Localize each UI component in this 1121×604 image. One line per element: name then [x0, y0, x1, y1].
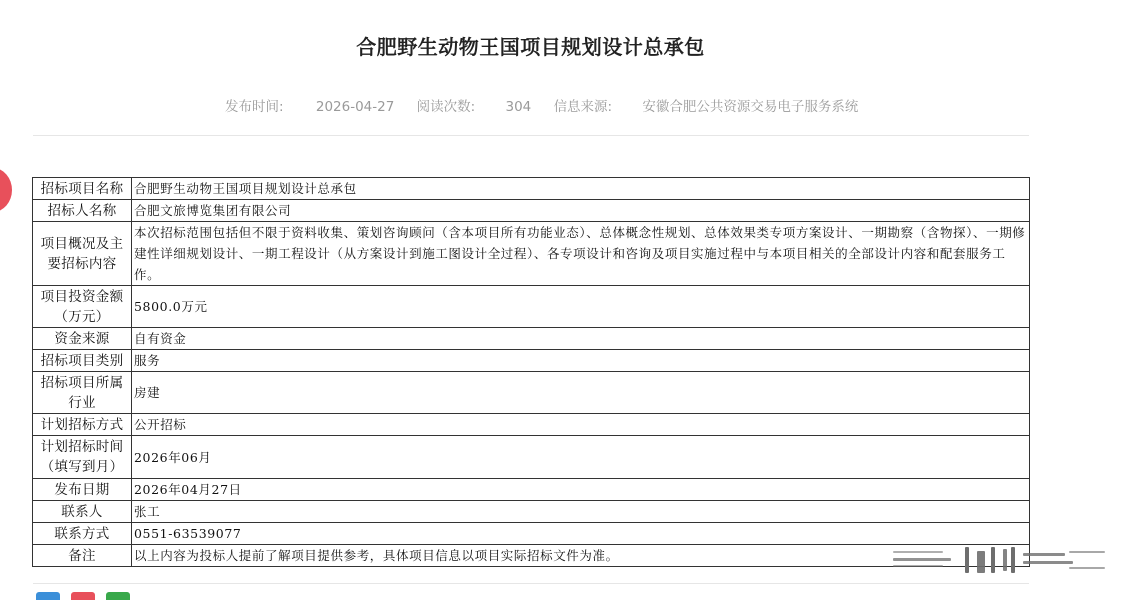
table-row: [33, 479, 1030, 501]
share-bar: [36, 585, 141, 593]
row-value-overview: 本次招标范围包括但不限于资料收集、策划咨询顾问（含本项目所有功能业态）、总体概念性规划、总体效果类专项方案设计、一期勘察（含物探）、一期修建性详细规划设计、一期工程设计（从方案设计到施工图设计全过程）、各专项设计和咨询及项目实施过程中与本项目相关的全部设计内容和配套服务工作。: [132, 222, 1030, 286]
share-red-icon[interactable]: [71, 592, 95, 600]
row-value-project-name: 合肥野生动物王国项目规划设计总承包: [132, 178, 1030, 200]
row-label-overview: 项目概况及主要招标内容: [33, 222, 132, 286]
table-row: [33, 178, 1030, 200]
footer-divider: [33, 583, 1029, 584]
row-value-category: 服务: [132, 350, 1030, 372]
row-value-tenderer: 合肥文旅博览集团有限公司: [132, 200, 1030, 222]
table-row: [33, 222, 1030, 286]
row-label-contact-person: 联系人: [33, 501, 132, 523]
row-label-method: 计划招标方式: [33, 414, 132, 436]
row-value-publish-date: 2026年04月27日: [132, 479, 1030, 501]
page-title: 合肥野生动物王国项目规划设计总承包: [356, 35, 705, 59]
row-value-remark: 以上内容为投标人提前了解项目提供参考，具体项目信息以项目实际招标文件为准。: [132, 545, 1030, 567]
row-label-planned-time: 计划招标时间（填写到月）: [33, 436, 132, 479]
read-count-label: 阅读次数:: [416, 99, 476, 115]
table-row: [33, 545, 1030, 567]
floating-badge[interactable]: [0, 168, 12, 212]
publish-time-value: 2026-04-27: [315, 99, 395, 115]
table-row: [33, 501, 1030, 523]
publish-time-label: 发布时间:: [225, 99, 284, 115]
row-value-fund-source: 自有资金: [132, 328, 1030, 350]
article-meta: [225, 95, 858, 115]
row-label-project-name: 招标项目名称: [33, 178, 132, 200]
row-label-investment: 项目投资金额（万元）: [33, 286, 132, 328]
table-row: [33, 372, 1030, 414]
row-label-contact-phone: 联系方式: [33, 523, 132, 545]
row-label-tenderer: 招标人名称: [33, 200, 132, 222]
tender-info-table: [32, 177, 1030, 567]
row-label-publish-date: 发布日期: [33, 479, 132, 501]
table-row: [33, 523, 1030, 545]
row-value-investment: 5800.0万元: [132, 286, 1030, 328]
share-blue-icon[interactable]: [36, 592, 60, 600]
table-row: [33, 200, 1030, 222]
row-label-remark: 备注: [33, 545, 132, 567]
read-count-value: 304: [505, 99, 532, 115]
row-label-industry: 招标项目所属行业: [33, 372, 132, 414]
row-label-fund-source: 资金来源: [33, 328, 132, 350]
watermark-logo-icon: [893, 545, 1108, 577]
table-row: [33, 286, 1030, 328]
table-row: [33, 350, 1030, 372]
source-label: 信息来源:: [553, 99, 613, 115]
table-row: [33, 436, 1030, 479]
row-label-category: 招标项目类别: [33, 350, 132, 372]
row-value-method: 公开招标: [132, 414, 1030, 436]
row-value-contact-phone: 0551-63539077: [132, 523, 1030, 545]
row-value-contact-person: 张工: [132, 501, 1030, 523]
source-value: 安徽合肥公共资源交易电子服务系统: [642, 99, 859, 115]
header-divider: [33, 135, 1029, 136]
table-row: [33, 328, 1030, 350]
share-green-icon[interactable]: [106, 592, 130, 600]
table-row: [33, 414, 1030, 436]
row-value-industry: 房建: [132, 372, 1030, 414]
row-value-planned-time: 2026年06月: [132, 436, 1030, 479]
